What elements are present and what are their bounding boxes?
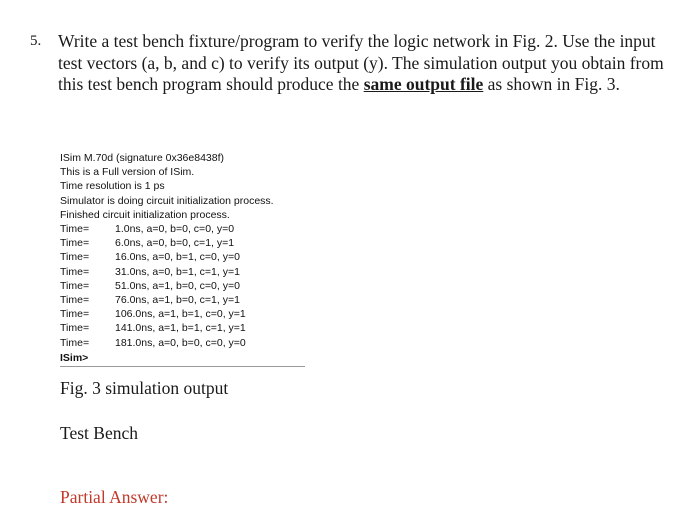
time-label: Time=: [60, 308, 90, 321]
console-header-line: ISim M.70d (signature 0x36e8438f): [60, 152, 225, 164]
time-label: Time=: [60, 223, 90, 236]
console-header-line: Finished circuit initialization process.: [60, 208, 230, 221]
question-number: 5.: [30, 33, 42, 49]
figure-caption: Fig. 3 simulation output: [60, 378, 229, 398]
time-value: 16.0ns, a=0, b=1, c=0, y=0: [115, 251, 240, 264]
section-title: Test Bench: [60, 423, 138, 443]
time-value: 51.0ns, a=1, b=0, c=0, y=0: [115, 279, 240, 292]
console-time-row: [60, 265, 310, 279]
time-label: Time=: [60, 251, 90, 264]
console-time-row: [60, 236, 310, 250]
console-time-row: [60, 222, 310, 236]
console-time-row: [60, 321, 310, 335]
console-header-line: Time resolution is 1 ps: [60, 180, 165, 193]
time-label: Time=: [60, 336, 90, 349]
console-header-line: Simulator is doing circuit initialization process.: [60, 194, 274, 207]
time-value: 1.0ns, a=0, b=0, c=0, y=0: [115, 223, 235, 236]
console-time-row: [60, 279, 310, 293]
simulation-console: [60, 151, 310, 367]
question-text: [58, 31, 680, 96]
question-emphasis: same output file: [363, 74, 484, 94]
time-value: 76.0ns, a=1, b=0, c=1, y=1: [115, 294, 240, 307]
time-value: 6.0ns, a=0, b=0, c=1, y=1: [115, 237, 235, 250]
time-label: Time=: [60, 265, 90, 278]
time-value: 141.0ns, a=1, b=1, c=1, y=1: [115, 322, 246, 335]
time-label: Time=: [60, 322, 90, 335]
time-label: Time=: [60, 294, 90, 307]
console-time-row: [60, 250, 310, 264]
time-value: 31.0ns, a=0, b=1, c=1, y=1: [115, 265, 240, 278]
question-text-before: Write a test bench fixture/program to verify the logic network in Fig. 2. Use the input test vectors (a, b, and c) to verify its output (y). The simulation output you obtain from this test bench program should produce the: [58, 31, 664, 94]
console-time-row: [60, 307, 310, 321]
console-header-line: This is a Full version of ISim.: [60, 166, 195, 179]
time-value: 106.0ns, a=1, b=1, c=0, y=1: [115, 308, 246, 321]
time-value: 181.0ns, a=0, b=0, c=0, y=0: [115, 336, 246, 349]
time-label: Time=: [60, 279, 90, 292]
time-label: Time=: [60, 237, 90, 250]
partial-answer-label: Partial Answer:: [60, 487, 169, 507]
question-text-after: as shown in Fig. 3.: [483, 74, 620, 94]
console-time-row: [60, 293, 310, 307]
console-prompt: ISim>: [60, 351, 305, 367]
console-time-row: [60, 336, 310, 350]
